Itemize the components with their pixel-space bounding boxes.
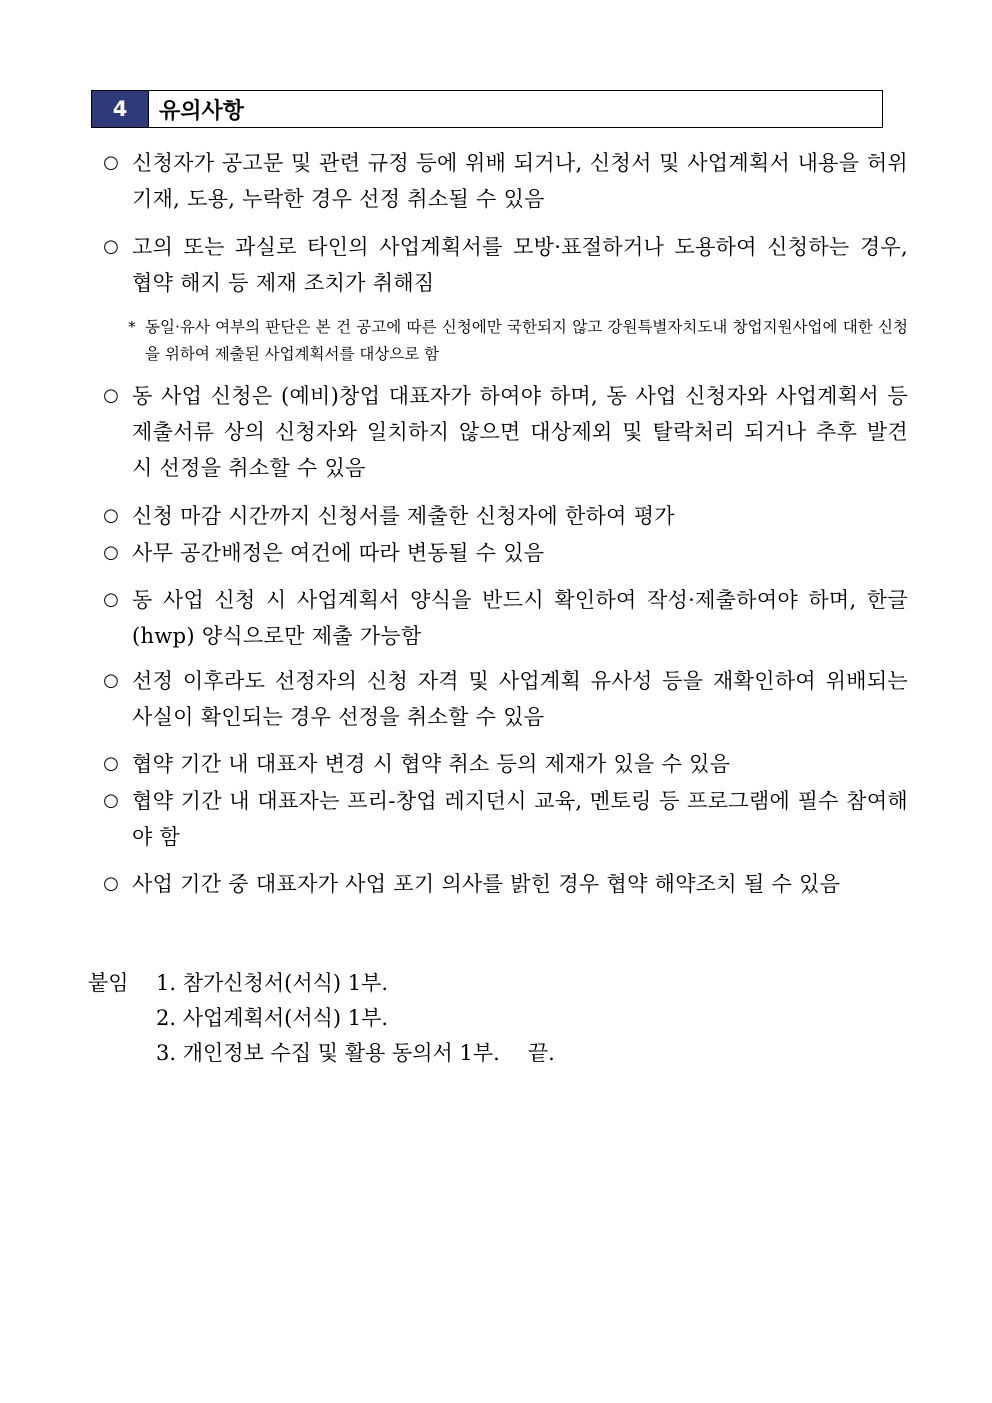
notice-item (100, 663, 908, 735)
bullet-icon: ○ (103, 873, 119, 894)
notice-item (100, 229, 908, 301)
notice-item (100, 498, 908, 534)
notice-item-text: 신청자가 공고문 및 관련 규정 등에 위배 되거나, 신청서 및 사업계획서 내용을 허위 기재, 도용, 누락한 경우 선정 취소될 수 있음 (132, 151, 908, 211)
notice-item-text: 신청 마감 시간까지 신청서를 제출한 신청자에 한하여 평가 (132, 504, 675, 528)
notice-item-text: 협약 기간 내 대표자 변경 시 협약 취소 등의 제재가 있을 수 있음 (132, 752, 731, 776)
attachment-item-text: 3. 개인정보 수집 및 활용 동의서 1부. (156, 1041, 500, 1065)
attachments-label: 붙임 (88, 971, 129, 995)
notice-item (100, 145, 908, 217)
attachment-item-text: 2. 사업계획서(서식) 1부. (156, 1006, 389, 1030)
attachments-list (156, 966, 555, 1071)
bullet-icon: ○ (103, 542, 119, 563)
notice-item (100, 783, 908, 855)
notice-item-text: 사업 기간 중 대표자가 사업 포기 의사를 밝힌 경우 협약 해약조치 될 수 있음 (132, 872, 841, 896)
attachment-item (156, 1036, 555, 1071)
bullet-icon: ○ (103, 670, 119, 691)
section-title: 유의사항 (148, 91, 244, 127)
attachments (88, 966, 555, 1071)
notice-item (100, 535, 908, 571)
notice-item (100, 378, 908, 486)
footnote (128, 314, 908, 368)
bullet-icon: ○ (103, 236, 119, 257)
bullet-icon: ○ (103, 589, 119, 610)
notice-item-text: 고의 또는 과실로 타인의 사업계획서를 모방·표절하거나 도용하여 신청하는 경우, 협약 해지 등 제재 조치가 취해짐 (132, 235, 908, 295)
notice-item (100, 582, 908, 654)
notice-item-text: 선정 이후라도 선정자의 신청 자격 및 사업계획 유사성 등을 재확인하여 위배되는 사실이 확인되는 경우 선정을 취소할 수 있음 (132, 669, 908, 729)
end-mark: 끝. (527, 1041, 555, 1065)
attachment-item (156, 1001, 555, 1036)
notice-item-text: 사무 공간배정은 여건에 따라 변동될 수 있음 (132, 541, 545, 565)
bullet-icon: ○ (103, 152, 119, 173)
notice-item (100, 866, 908, 902)
notice-item-text: 동 사업 신청 시 사업계획서 양식을 반드시 확인하여 작성·제출하여야 하며, 한글(hwp) 양식으로만 제출 가능함 (132, 588, 908, 648)
notice-item-text: 협약 기간 내 대표자는 프리-창업 레지던시 교육, 멘토링 등 프로그램에 필수 참여해야 함 (132, 789, 908, 849)
bullet-icon: ○ (103, 753, 119, 774)
bullet-icon: ○ (103, 385, 119, 406)
attachment-item (156, 966, 555, 1001)
footnote-mark: * (128, 318, 136, 336)
section-number: 4 (92, 91, 148, 127)
footnote-text: 동일·유사 여부의 판단은 본 건 공고에 따른 신청에만 국한되지 않고 강원특별자치도내 창업지원사업에 대한 신청을 위하여 제출된 사업계획서를 대상으로 함 (145, 318, 908, 363)
notice-item-text: 동 사업 신청은 (예비)창업 대표자가 하여야 하며, 동 사업 신청자와 사업계획서 등 제출서류 상의 신청자와 일치하지 않으면 대상제외 및 탈락처리 되거나 추후 발견 시 선정을 취소할 수 있음 (132, 384, 908, 480)
bullet-icon: ○ (103, 790, 119, 811)
notice-item (100, 746, 908, 782)
section-header (91, 90, 883, 128)
attachment-item-text: 1. 참가신청서(서식) 1부. (156, 971, 389, 995)
bullet-icon: ○ (103, 505, 119, 526)
